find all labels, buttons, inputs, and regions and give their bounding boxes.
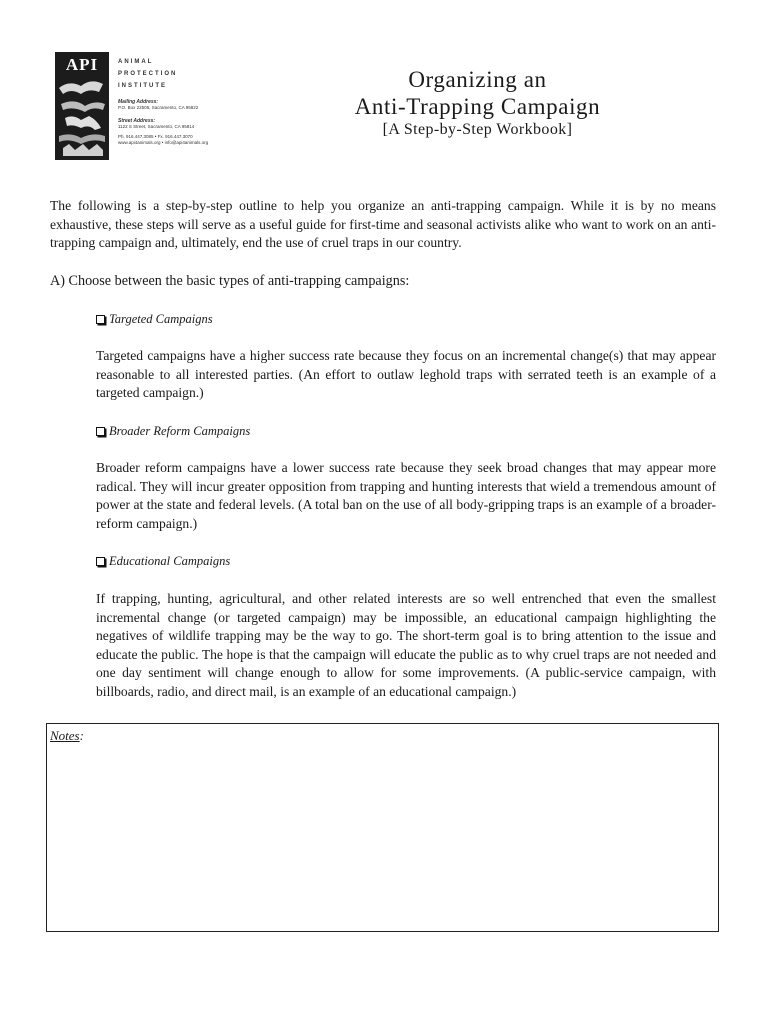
option-targeted	[96, 311, 213, 327]
option-label: Educational Campaigns	[109, 554, 231, 568]
street-address: 1122 S Street, Sacramento, CA 95814	[118, 124, 195, 129]
notes-label-text: Notes	[50, 728, 80, 743]
org-line: INSTITUTE	[118, 83, 167, 89]
phone-fax: Ph. 916.447.3085 • Fx. 916.447.3070	[118, 134, 193, 139]
option-broader-reform-text: Broader reform campaigns have a lower success rate because they seek broad changes that may appear more radical. They will incur greater opposition from trapping and hunting interests that wield a tremendous amount of power at the state and federal levels. (A total ban on the use of all body-gripping traps is an example of a broader-reform campaign.)	[96, 460, 716, 531]
wildlife-artwork-icon	[55, 74, 109, 160]
checkbox-icon[interactable]	[96, 315, 105, 324]
org-line: PROTECTION	[118, 71, 178, 77]
org-line: ANIMAL	[118, 59, 154, 65]
section-a-heading: A) Choose between the basic types of anti-trapping campaigns:	[50, 273, 410, 289]
option-label: Broader Reform Campaigns	[109, 424, 251, 438]
document-title	[300, 66, 655, 140]
mailing-address-label: Mailing Address:	[118, 99, 159, 105]
option-broader-reform	[96, 423, 250, 439]
intro-paragraph: The following is a step-by-step outline to help you organize an anti-trapping campaign. While it is by no means exhaustive, these steps will serve as a useful guide for first-time and seasonal activists alike who want to work on an anti-trapping campaign and, ultimately, end the use of cruel traps in our country.	[50, 198, 716, 251]
checkbox-icon[interactable]	[96, 427, 105, 436]
notes-box	[46, 723, 719, 932]
street-address-label: Street Address:	[118, 118, 156, 124]
option-targeted-text: Targeted campaigns have a higher success rate because they focus on an incremental change(s) that may appear reasonable to all interested parties. (An effort to outlaw leghold traps with serrated teeth is an example of a targeted campaign.)	[96, 348, 716, 401]
notes-label-colon: :	[79, 728, 84, 743]
title-line-1: Organizing an	[408, 67, 547, 92]
notes-writing-area[interactable]	[49, 748, 716, 929]
api-logo	[55, 52, 109, 160]
org-info	[118, 56, 238, 146]
notes-label	[50, 728, 84, 744]
web-email: www.api4animals.org • info@api4animals.org	[118, 140, 209, 145]
checkbox-icon[interactable]	[96, 557, 105, 566]
title-line-2: Anti-Trapping Campaign	[354, 94, 601, 119]
subtitle: [A Step-by-Step Workbook]	[382, 121, 573, 138]
option-educational	[96, 553, 230, 569]
option-educational-text: If trapping, hunting, agricultural, and other related interests are so well entrenched that even the smallest incremental change (or targeted campaign) may be impossible, an educational campaign highlighting the negatives of wildlife trapping may be the way to go. The short-term goal is to bring attention to the issue and educate the public. The hope is that the campaign will educate the public as to why cruel traps are not needed and one day sentiment will change enough to allow for some improvements. (A public-service campaign, with billboards, radio, and direct mail, is an example of an educational campaign.)	[96, 591, 716, 699]
logo-acronym: API	[65, 55, 99, 74]
mailing-address: P.O. Box 22505, Sacramento, CA 95822	[118, 105, 199, 110]
option-label: Targeted Campaigns	[109, 312, 213, 326]
